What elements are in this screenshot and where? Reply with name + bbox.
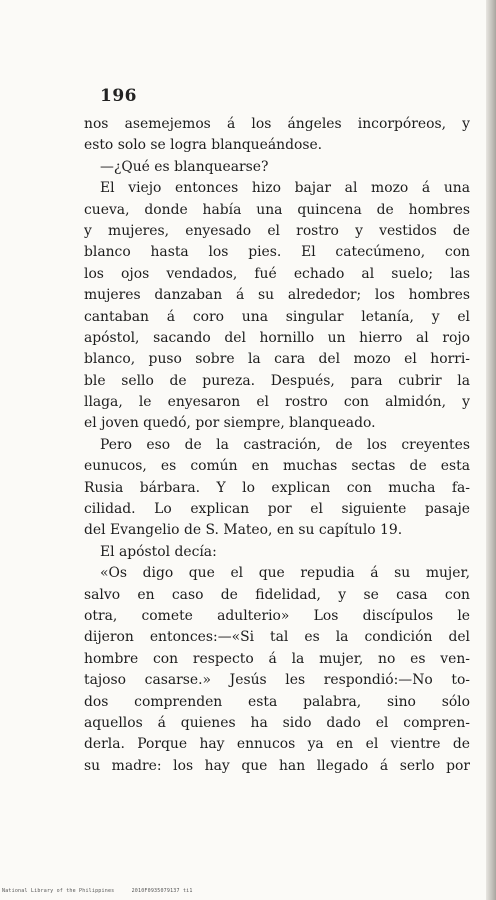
text-line: El viejo entonces hizo bajar al mozo á una bbox=[100, 180, 470, 197]
text-line: ble sello de pureza. Después, para cubrir la bbox=[84, 372, 470, 389]
text-line: los ojos vendados, fué echado al suelo; las bbox=[84, 265, 470, 282]
text-line: cantaban á coro una singular letanía, y el bbox=[84, 308, 470, 325]
text-line: esto solo se logra blanqueándose. bbox=[84, 137, 323, 154]
text-line: mujeres danzaban á su alrededor; los hombres bbox=[84, 287, 470, 304]
text-line: eunucos, es común en muchas sectas de esta bbox=[84, 458, 470, 475]
text-line: blanco, puso sobre la cara del mozo el horri- bbox=[84, 351, 470, 368]
text-line: tajoso casarse.» Jesús les respondió:—No to- bbox=[84, 672, 470, 689]
page-number: 196 bbox=[100, 86, 137, 106]
text-line: Rusia bárbara. Y lo explican con mucha fa- bbox=[84, 479, 470, 496]
text-line: derla. Porque hay ennucos ya en el vientre de bbox=[84, 736, 470, 753]
text-line: y mujeres, enyesado el rostro y vestidos de bbox=[84, 222, 470, 239]
text-line: cueva, donde había una quincena de hombres bbox=[84, 201, 470, 218]
scan-code: 2010F0935079137 ti1 bbox=[131, 888, 193, 894]
text-line: —¿Qué es blanquearse? bbox=[100, 158, 269, 175]
text-line: dos comprenden esta palabra, sino sólo bbox=[84, 693, 470, 710]
page-gutter-shadow bbox=[486, 0, 496, 900]
text-line: cilidad. Lo explican por el siguiente pasaje bbox=[84, 501, 470, 518]
text-line: el joven quedó, por siempre, blanqueado. bbox=[84, 415, 376, 432]
text-line: blanco hasta los pies. El catecúmeno, con bbox=[84, 244, 470, 261]
body-text bbox=[84, 114, 470, 777]
text-line: llaga, le enyesaron el rostro con almidón, y bbox=[84, 394, 470, 411]
scan-footer bbox=[2, 888, 207, 894]
text-line: salvo en caso de fidelidad, y se casa con bbox=[84, 586, 470, 603]
text-line: nos asemejemos á los ángeles incorpóreos, y bbox=[84, 116, 470, 132]
text-line: otra, comete adulterio» Los discípulos le bbox=[84, 607, 470, 624]
text-line: su madre: los hay que han llegado á serlo por bbox=[84, 757, 470, 774]
text-line: del Evangelio de S. Mateo, en su capítulo 19. bbox=[84, 522, 403, 539]
text-line: Pero eso de la castración, de los creyentes bbox=[100, 436, 470, 453]
text-line: aquellos á quienes ha sido dado el compren- bbox=[84, 714, 470, 731]
text-line: apóstol, sacando del hornillo un hierro al rojo bbox=[84, 329, 470, 346]
text-line: hombre con respecto á la mujer, no es ven- bbox=[84, 650, 470, 667]
library-credit: National Library of the Philippines bbox=[2, 888, 115, 894]
text-line: El apóstol decía: bbox=[100, 543, 217, 560]
text-line: dijeron entonces:—«Si tal es la condición del bbox=[84, 629, 470, 646]
text-line: «Os digo que el que repudia á su mujer, bbox=[100, 565, 470, 582]
